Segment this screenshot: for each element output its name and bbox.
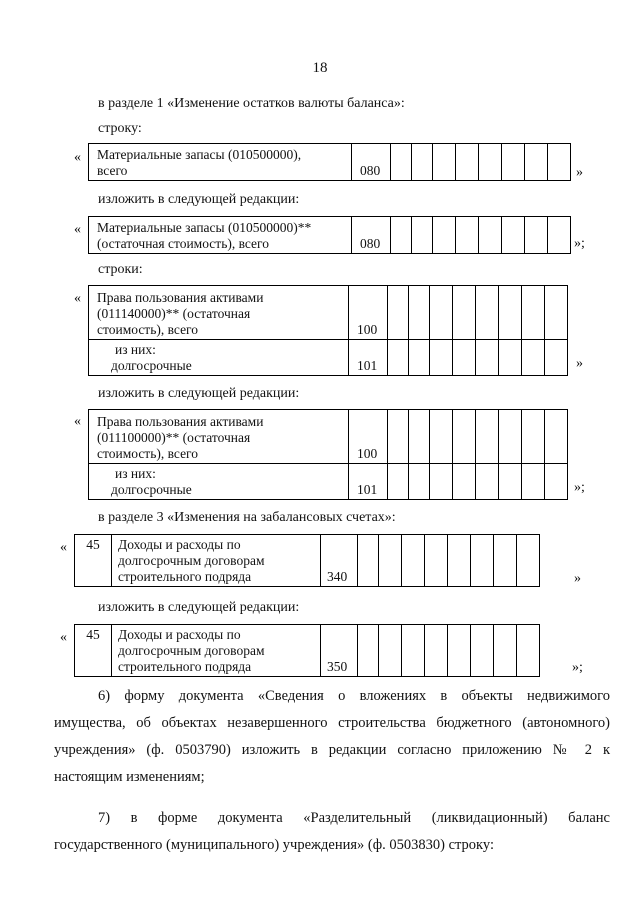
quote-close-semicolon: »;	[574, 236, 585, 251]
row-code: 101	[349, 464, 388, 500]
section3-intro: в разделе 3 «Изменения на забалансовых счетах»:	[98, 510, 396, 525]
quote-close-semicolon: »;	[574, 480, 585, 495]
row-code: 080	[352, 144, 391, 181]
quote-open: «	[60, 540, 67, 555]
quote-close: »	[574, 571, 581, 586]
account-number: 45	[75, 625, 112, 677]
row-code: 100	[349, 286, 388, 340]
account-number: 45	[75, 535, 112, 587]
form-row-table-2	[88, 216, 571, 254]
paragraph-7-line-2: государственного (муниципального) учреждения» (ф. 0503830) строку:	[54, 837, 494, 853]
form-row-table-1	[88, 143, 571, 181]
paragraph-6-line-3: учреждения» (ф. 0503790) изложить в редакции согласно приложению № 2 к	[54, 742, 610, 758]
row-label: из них: долгосрочные	[89, 464, 349, 500]
page-number: 18	[312, 60, 328, 76]
row-code: 100	[349, 410, 388, 464]
row-label: Материальные запасы (010500000), всего	[89, 144, 352, 181]
paragraph-7-line-1: 7) в форме документа «Разделительный (ликвидационный) баланс	[98, 810, 610, 826]
row-label: Права пользования активами (011100000)** (остаточная стоимость), всего	[89, 410, 349, 464]
paragraph-6-line-4: настоящим изменениям;	[54, 769, 205, 785]
quote-close: »	[576, 356, 583, 371]
paragraph-6-line-1: 6) форму документа «Сведения о вложениях в объекты недвижимого	[98, 688, 610, 704]
quote-open: «	[60, 630, 67, 645]
row-code: 350	[321, 625, 358, 677]
form-row-table-5	[74, 534, 540, 587]
row-code: 340	[321, 535, 358, 587]
label-stroki: строки:	[98, 262, 143, 277]
quote-open: «	[74, 414, 81, 429]
label-stroku: строку:	[98, 121, 142, 136]
label-izlozhit-1: изложить в следующей редакции:	[98, 192, 300, 207]
row-label: Доходы и расходы по долгосрочным договорам строительного подряда	[112, 535, 321, 587]
row-code: 080	[352, 217, 391, 254]
quote-close: »	[576, 165, 583, 180]
form-row-table-3	[88, 285, 568, 376]
row-label: из них: долгосрочные	[89, 340, 349, 376]
row-label: Доходы и расходы по долгосрочным договорам строительного подряда	[112, 625, 321, 677]
label-izlozhit-2: изложить в следующей редакции:	[98, 386, 300, 401]
paragraph-6-line-2: имущества, об объектах незавершенного строительства бюджетного (автономного)	[54, 715, 610, 731]
row-code: 101	[349, 340, 388, 376]
form-row-table-6	[74, 624, 540, 677]
section1-intro: в разделе 1 «Изменение остатков валюты баланса»:	[98, 96, 405, 111]
label-izlozhit-3: изложить в следующей редакции:	[98, 600, 300, 615]
row-label: Права пользования активами (011140000)** (остаточная стоимость), всего	[89, 286, 349, 340]
quote-open: «	[74, 222, 81, 237]
quote-open: «	[74, 291, 81, 306]
row-label: Материальные запасы (010500000)** (остаточная стоимость), всего	[89, 217, 352, 254]
quote-close-semicolon: »;	[572, 660, 583, 675]
form-row-table-4	[88, 409, 568, 500]
quote-open: «	[74, 150, 81, 165]
